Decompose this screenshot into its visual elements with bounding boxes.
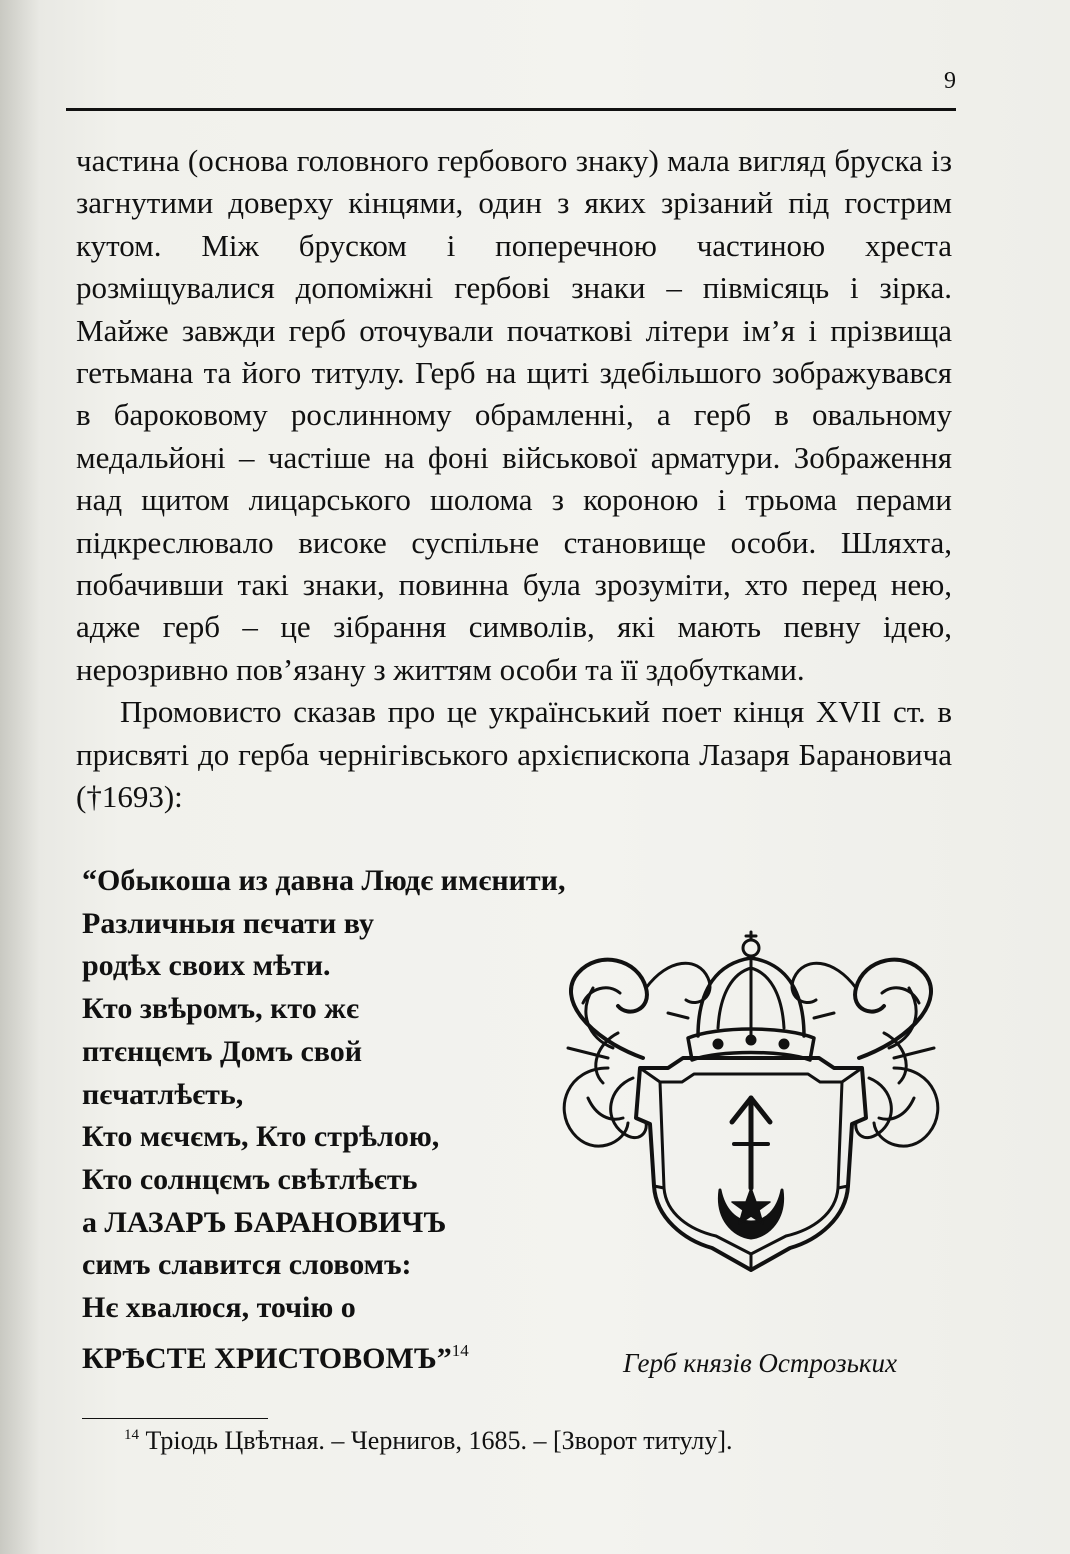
- poem-line: пєчатлѣєть,: [82, 1077, 244, 1111]
- footnote-number: 14: [124, 1427, 139, 1443]
- poem-line: Кто солнцємъ свѣтлѣєть: [82, 1162, 418, 1196]
- poem-line-last: [82, 1330, 642, 1381]
- paragraph-2: Промовисто сказав про це український поет кінця XVII ст. в присвяті до герба чернігівського архієпископа Лазаря Барановича (†1693):: [76, 694, 952, 815]
- coat-of-arms-figure: [548, 918, 954, 1288]
- poem-line: а ЛАЗАРЪ БАРАНОВИЧЪ: [82, 1205, 447, 1239]
- poem-line: Кто мєчємъ, Кто стрѣлою,: [82, 1120, 440, 1154]
- poem-line-text: КРѢСТЕ ХРИСТОВОМЪ”: [82, 1341, 452, 1375]
- poem-line: птєнцємъ Домъ свой: [82, 1034, 363, 1068]
- paragraph-1: частина (основа головного гербового знаку) мала вигляд бруска із загнутими доверху кінцями, один з яких зрізаний під гострим кутом. Між бруском і поперечною частиною хреста розміщувалися допоміжні гербові знаки – півмісяць і зірка. Майже завжди герб оточували початкові літери ім’я і прізвища гетьмана та його титулу. Герб на щиті здебільшого зображувався в бароковому рослинному обрамленні, а герб в овальному медальйоні – частіше на фоні військової арматури. Зображення над щитом лицарського шолома з короною і трьома перами підкреслювало високе суспільне становище особи. Шляхта, побачивши такі знаки, повинна була зрозуміти, хто перед нею, адже герб – це зібрання символів, які мають певну ідею, нерозривно пов’язану з життям особи та її здобутками.: [76, 143, 952, 687]
- body-text: [76, 140, 952, 819]
- footnote-text: Тріодь Цвѣтная. – Чернигов, 1685. – [Зворот титулу].: [145, 1426, 733, 1455]
- coat-of-arms-illustration: [548, 918, 954, 1288]
- figure-caption: Герб князів Острозьких: [622, 1348, 897, 1378]
- poem-line: Различныя пєчати ву: [82, 906, 374, 940]
- footnote: [124, 1426, 733, 1456]
- poem-line: симъ славится словомъ:: [82, 1248, 412, 1282]
- poem-line: Нє хвалюся, точію о: [82, 1291, 356, 1325]
- footnote-rule: [82, 1418, 268, 1419]
- poem-line: родѣх своих мѣти.: [82, 949, 331, 983]
- header-rule: [66, 108, 956, 111]
- poem-line: Кто звѣромъ, кто жє: [82, 992, 359, 1026]
- poem-line: “Обыкоша из давна Людє имєнити,: [82, 864, 566, 897]
- page-number: 9: [944, 68, 956, 94]
- footnote-ref: 14: [451, 1340, 469, 1360]
